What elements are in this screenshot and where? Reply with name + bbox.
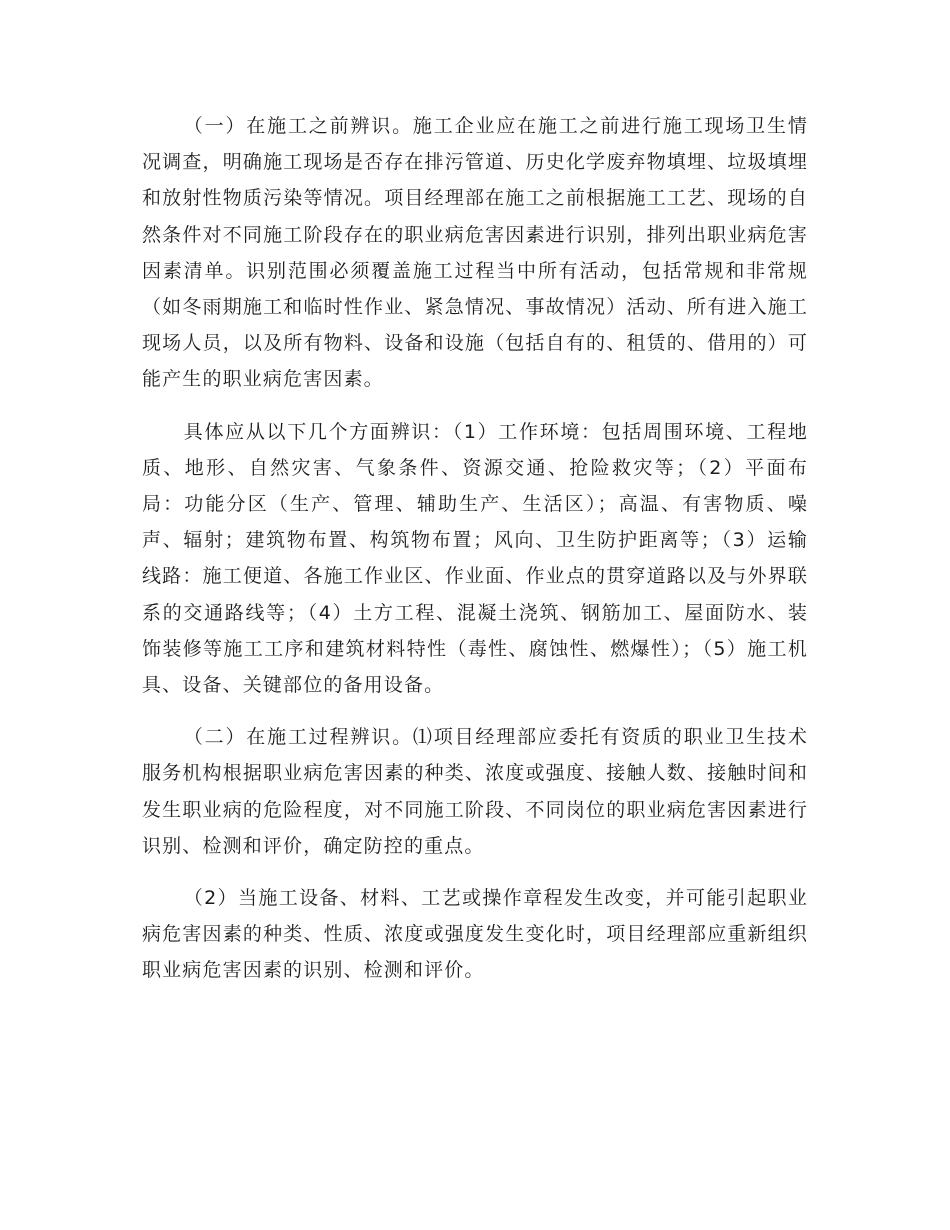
- paragraph-reassessment-on-change: （2）当施工设备、材料、工艺或操作章程发生改变，并可能引起职业病危害因素的种类、性质、浓度或强度发生变化时，项目经理部应重新组织职业病危害因素的识别、检测和评价。: [142, 887, 808, 982]
- paragraph-construction-process-identification: （二）在施工过程辨识。⑴项目经理部应委托有资质的职业卫生技术服务机构根据职业病危害因素的种类、浓度或强度、接触人数、接触时间和发生职业病的危险程度，对不同施工阶段、不同岗位的职业病危害因素进行识别、检测和评价，确定防控的重点。: [142, 726, 808, 857]
- paragraph-pre-construction-identification: （一）在施工之前辨识。施工企业应在施工之前进行施工现场卫生情况调查，明确施工现场是否存在排污管道、历史化学废弃物填埋、垃圾填埋和放射性物质污染等情况。项目经理部在施工之前根据施工工艺、现场的自然条件对不同施工阶段存在的职业病危害因素进行识别，排列出职业病危害因素清单。识别范围必须覆盖施工过程当中所有活动，包括常规和非常规（如冬雨期施工和临时性作业、紧急情况、事故情况）活动、所有进入施工现场人员，以及所有物料、设备和设施（包括自有的、租赁的、借用的）可能产生的职业病危害因素。: [142, 115, 808, 391]
- paragraph-identification-aspects: 具体应从以下几个方面辨识：（1）工作环境：包括周围环境、工程地质、地形、自然灾害、气象条件、资源交通、抢险救灾等；（2）平面布局：功能分区（生产、管理、辅助生产、生活区）；高温、有害物质、噪声、辐射；建筑物布置、构筑物布置；风向、卫生防护距离等；（3）运输线路：施工便道、各施工作业区、作业面、作业点的贯穿道路以及与外界联系的交通路线等；（4）土方工程、混凝土浇筑、钢筋加工、屋面防水、装饰装修等施工工序和建筑材料特性（毒性、腐蚀性、燃爆性）；（5）施工机具、设备、关键部位的备用设备。: [142, 420, 808, 697]
- document-body: [142, 108, 808, 1005]
